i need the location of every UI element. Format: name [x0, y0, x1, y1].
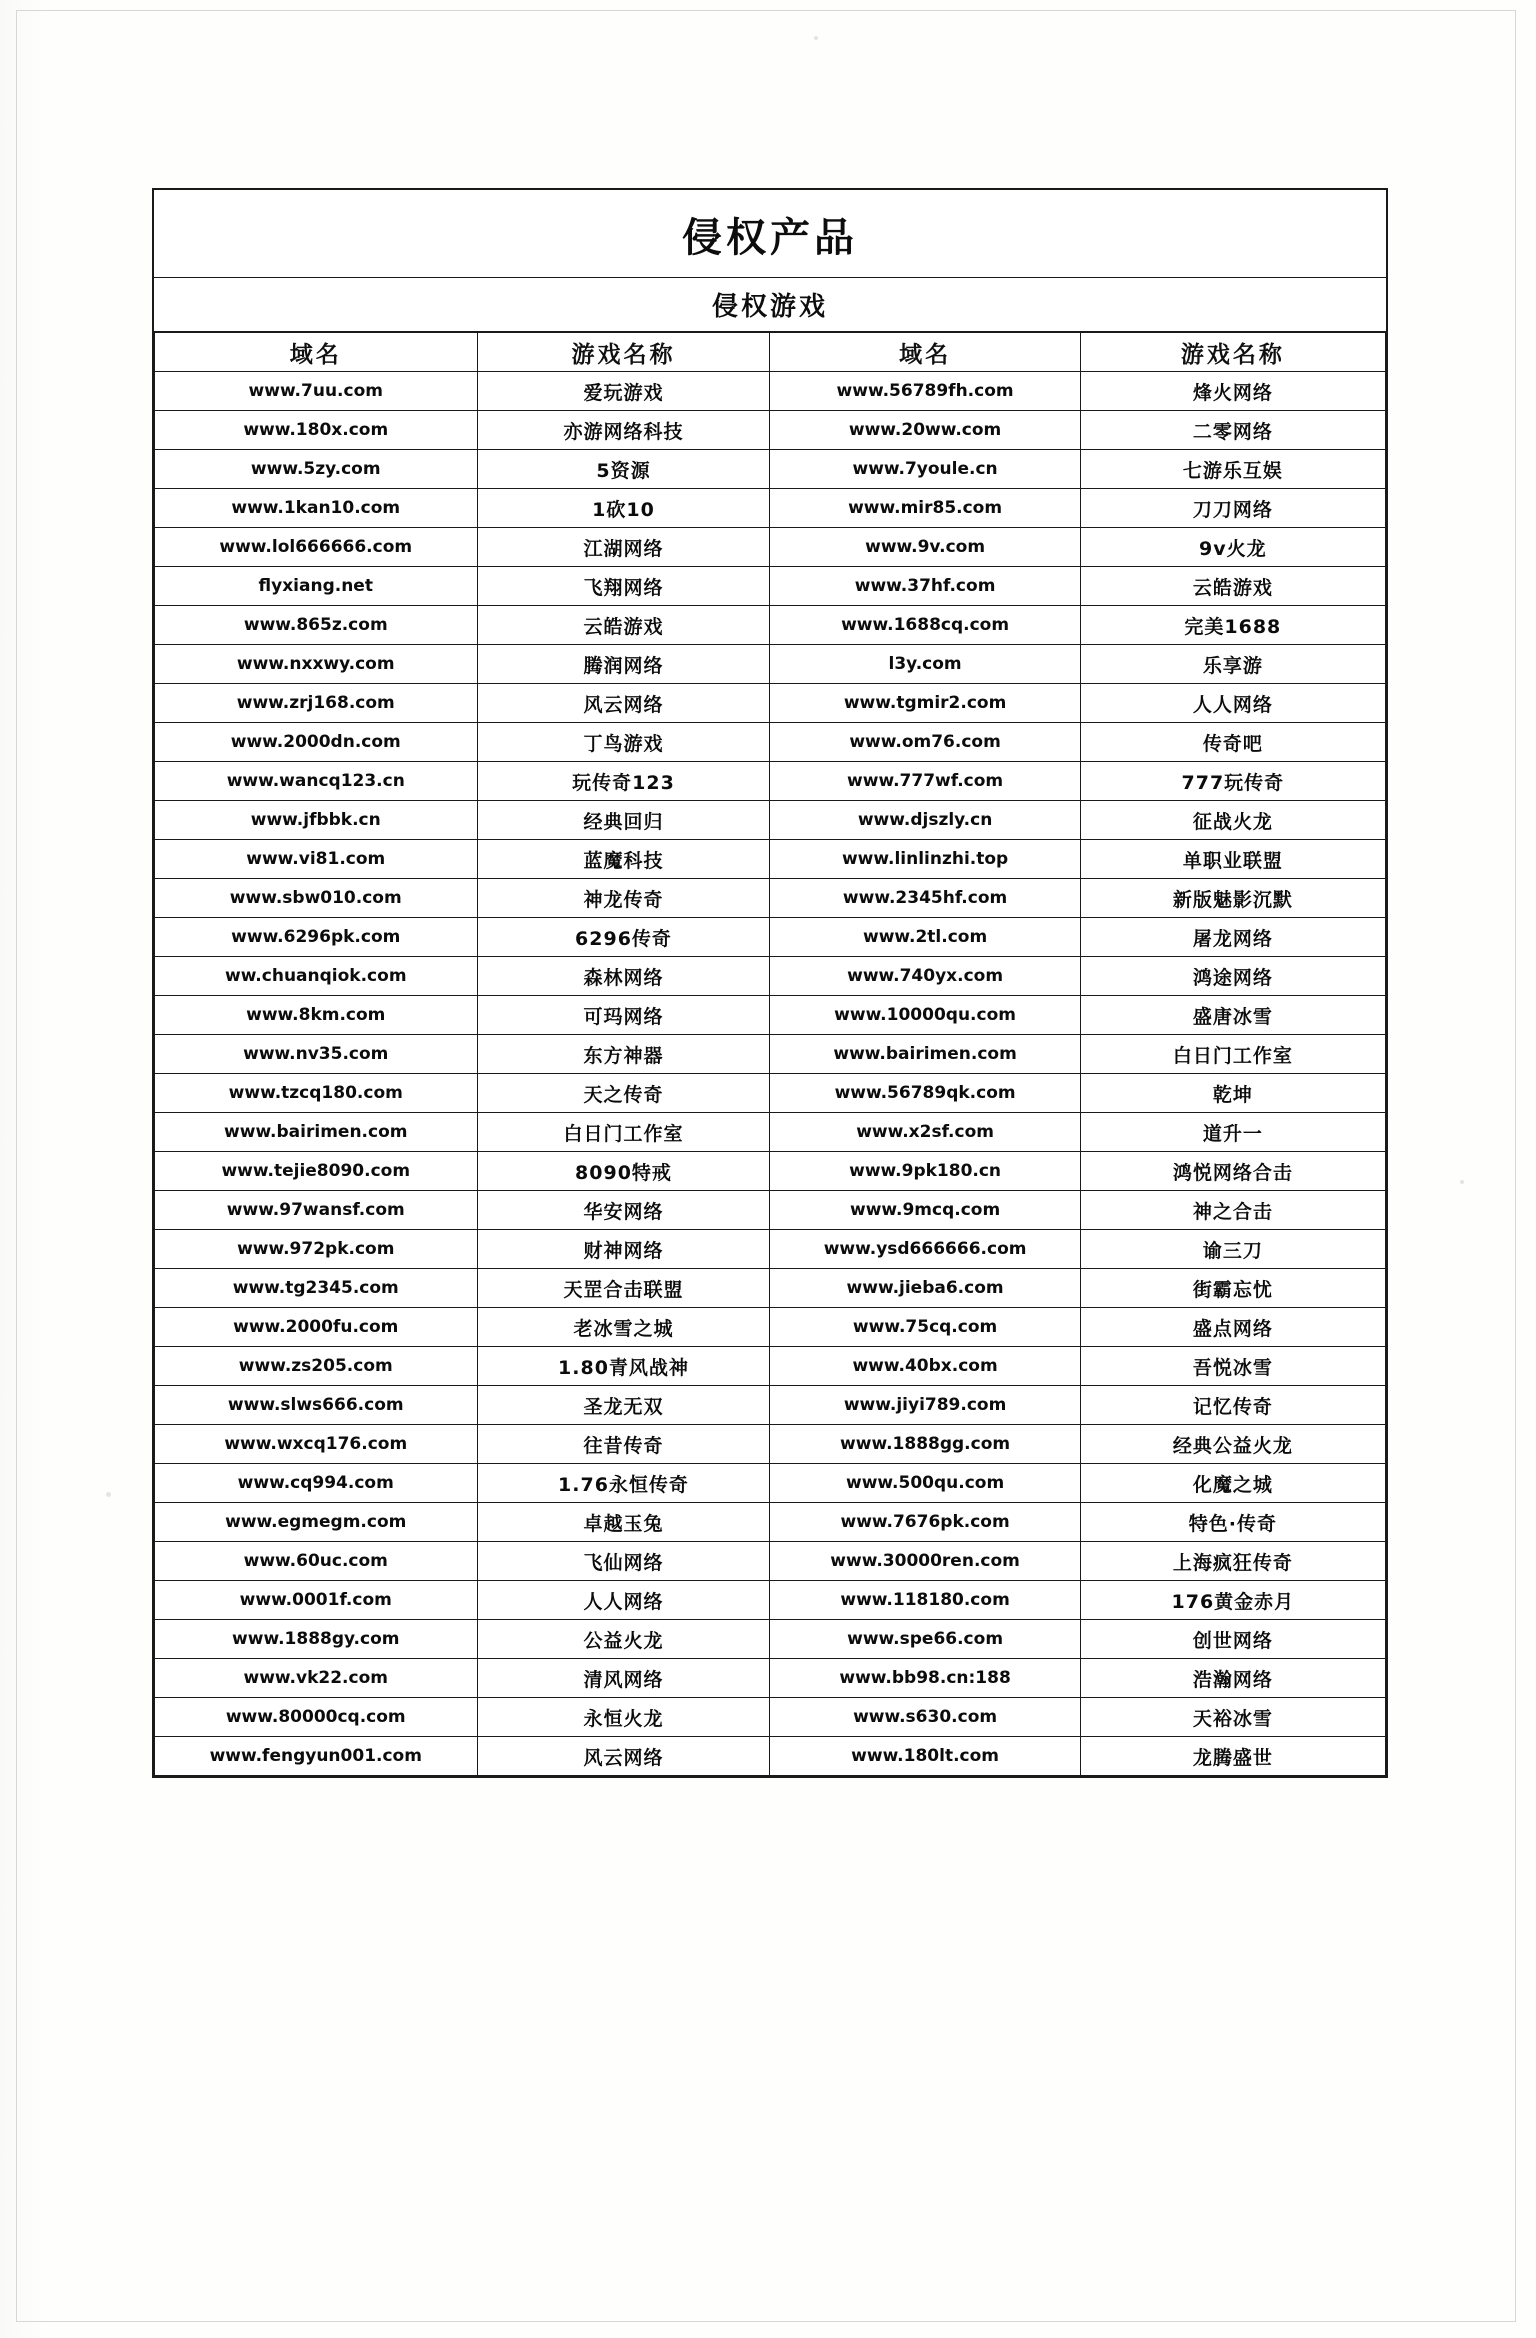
cell-domain-left: www.fengyun001.com [155, 1737, 478, 1776]
cell-game-right: 七游乐互娱 [1080, 450, 1385, 489]
cell-game-left: 丁鸟游戏 [477, 723, 770, 762]
cell-game-left: 天罡合击联盟 [477, 1269, 770, 1308]
cell-domain-left: www.tzcq180.com [155, 1074, 478, 1113]
cell-domain-right: www.linlinzhi.top [770, 840, 1080, 879]
cell-game-left: 1砍10 [477, 489, 770, 528]
cell-game-right: 经典公益火龙 [1080, 1425, 1385, 1464]
cell-domain-right: www.56789fh.com [770, 372, 1080, 411]
cell-game-right: 龙腾盛世 [1080, 1737, 1385, 1776]
table-row [155, 879, 1386, 918]
table-row [155, 1737, 1386, 1776]
cell-game-right: 记忆传奇 [1080, 1386, 1385, 1425]
cell-game-right: 街霸忘忧 [1080, 1269, 1385, 1308]
cell-domain-left: www.slws666.com [155, 1386, 478, 1425]
table-row [155, 1230, 1386, 1269]
cell-domain-right: www.10000qu.com [770, 996, 1080, 1035]
infringement-table [154, 332, 1386, 1776]
cell-game-left: 蓝魔科技 [477, 840, 770, 879]
table-row [155, 1386, 1386, 1425]
column-header-game-left: 游戏名称 [477, 333, 770, 372]
cell-game-left: 卓越玉兔 [477, 1503, 770, 1542]
cell-game-left: 圣龙无双 [477, 1386, 770, 1425]
cell-domain-left: www.8km.com [155, 996, 478, 1035]
cell-game-right: 乐享游 [1080, 645, 1385, 684]
table-row [155, 1659, 1386, 1698]
cell-domain-right: www.x2sf.com [770, 1113, 1080, 1152]
table-row [155, 1269, 1386, 1308]
cell-domain-left: www.tg2345.com [155, 1269, 478, 1308]
cell-game-left: 风云网络 [477, 684, 770, 723]
table-row [155, 957, 1386, 996]
cell-domain-right: www.7youle.cn [770, 450, 1080, 489]
cell-domain-left: flyxiang.net [155, 567, 478, 606]
table-row [155, 411, 1386, 450]
cell-domain-left: www.2000fu.com [155, 1308, 478, 1347]
cell-game-left: 经典回归 [477, 801, 770, 840]
table-row [155, 1542, 1386, 1581]
cell-domain-right: www.1888gg.com [770, 1425, 1080, 1464]
cell-game-left: 往昔传奇 [477, 1425, 770, 1464]
cell-game-right: 烽火网络 [1080, 372, 1385, 411]
cell-game-right: 上海疯狂传奇 [1080, 1542, 1385, 1581]
table-row [155, 1152, 1386, 1191]
cell-game-left: 飞仙网络 [477, 1542, 770, 1581]
cell-domain-right: www.40bx.com [770, 1347, 1080, 1386]
page-subtitle: 侵权游戏 [154, 278, 1386, 332]
cell-domain-right: www.9pk180.cn [770, 1152, 1080, 1191]
cell-domain-left: www.7uu.com [155, 372, 478, 411]
table-row [155, 1464, 1386, 1503]
table-row [155, 684, 1386, 723]
cell-game-left: 风云网络 [477, 1737, 770, 1776]
table-row [155, 996, 1386, 1035]
cell-game-left: 公益火龙 [477, 1620, 770, 1659]
cell-game-left: 财神网络 [477, 1230, 770, 1269]
cell-domain-left: www.lol666666.com [155, 528, 478, 567]
cell-domain-right: www.spe66.com [770, 1620, 1080, 1659]
cell-game-right: 化魔之城 [1080, 1464, 1385, 1503]
cell-domain-right: l3y.com [770, 645, 1080, 684]
cell-domain-left: www.80000cq.com [155, 1698, 478, 1737]
cell-game-left: 玩传奇123 [477, 762, 770, 801]
table-row [155, 1074, 1386, 1113]
table-row [155, 372, 1386, 411]
cell-domain-left: www.60uc.com [155, 1542, 478, 1581]
cell-domain-left: www.97wansf.com [155, 1191, 478, 1230]
cell-domain-right: www.bairimen.com [770, 1035, 1080, 1074]
cell-domain-right: www.7676pk.com [770, 1503, 1080, 1542]
cell-game-right: 传奇吧 [1080, 723, 1385, 762]
cell-domain-left: www.bairimen.com [155, 1113, 478, 1152]
cell-domain-left: www.nv35.com [155, 1035, 478, 1074]
cell-domain-left: ww.chuanqiok.com [155, 957, 478, 996]
table-row [155, 1698, 1386, 1737]
cell-domain-left: www.972pk.com [155, 1230, 478, 1269]
cell-game-left: 1.76永恒传奇 [477, 1464, 770, 1503]
cell-domain-right: www.2345hf.com [770, 879, 1080, 918]
cell-game-right: 征战火龙 [1080, 801, 1385, 840]
cell-domain-right: www.djszly.cn [770, 801, 1080, 840]
table-row [155, 1347, 1386, 1386]
table-row [155, 489, 1386, 528]
cell-domain-right: www.s630.com [770, 1698, 1080, 1737]
cell-domain-left: www.zs205.com [155, 1347, 478, 1386]
cell-domain-right: www.9v.com [770, 528, 1080, 567]
page-title: 侵权产品 [154, 190, 1386, 278]
cell-domain-left: www.0001f.com [155, 1581, 478, 1620]
column-header-game-right: 游戏名称 [1080, 333, 1385, 372]
table-row [155, 1035, 1386, 1074]
cell-game-right: 屠龙网络 [1080, 918, 1385, 957]
cell-game-right: 神之合击 [1080, 1191, 1385, 1230]
cell-domain-left: www.nxxwy.com [155, 645, 478, 684]
cell-game-left: 爱玩游戏 [477, 372, 770, 411]
cell-domain-right: www.37hf.com [770, 567, 1080, 606]
cell-domain-right: www.jieba6.com [770, 1269, 1080, 1308]
cell-domain-right: www.20ww.com [770, 411, 1080, 450]
cell-domain-left: www.jfbbk.cn [155, 801, 478, 840]
cell-game-left: 白日门工作室 [477, 1113, 770, 1152]
cell-game-right: 777玩传奇 [1080, 762, 1385, 801]
cell-game-left: 永恒火龙 [477, 1698, 770, 1737]
table-row [155, 1503, 1386, 1542]
table-row [155, 567, 1386, 606]
cell-game-left: 华安网络 [477, 1191, 770, 1230]
cell-game-left: 江湖网络 [477, 528, 770, 567]
cell-domain-right: www.118180.com [770, 1581, 1080, 1620]
cell-game-left: 老冰雪之城 [477, 1308, 770, 1347]
cell-game-right: 人人网络 [1080, 684, 1385, 723]
table-row [155, 1191, 1386, 1230]
cell-domain-right: www.1688cq.com [770, 606, 1080, 645]
cell-game-right: 完美1688 [1080, 606, 1385, 645]
cell-game-left: 神龙传奇 [477, 879, 770, 918]
cell-domain-left: www.865z.com [155, 606, 478, 645]
cell-domain-left: www.1kan10.com [155, 489, 478, 528]
cell-domain-right: www.bb98.cn:188 [770, 1659, 1080, 1698]
cell-game-left: 亦游网络科技 [477, 411, 770, 450]
cell-domain-right: www.2tl.com [770, 918, 1080, 957]
table-row [155, 723, 1386, 762]
cell-game-left: 东方神器 [477, 1035, 770, 1074]
table-row [155, 918, 1386, 957]
cell-game-left: 森林网络 [477, 957, 770, 996]
table-row [155, 1620, 1386, 1659]
table-row [155, 528, 1386, 567]
scan-speck [1460, 1180, 1464, 1184]
cell-domain-right: www.740yx.com [770, 957, 1080, 996]
cell-game-left: 8090特戒 [477, 1152, 770, 1191]
cell-domain-left: www.180x.com [155, 411, 478, 450]
cell-domain-left: www.egmegm.com [155, 1503, 478, 1542]
cell-domain-left: www.vi81.com [155, 840, 478, 879]
cell-domain-right: www.jiyi789.com [770, 1386, 1080, 1425]
table-row [155, 1425, 1386, 1464]
cell-game-right: 吾悦冰雪 [1080, 1347, 1385, 1386]
cell-game-right: 乾坤 [1080, 1074, 1385, 1113]
cell-game-right: 谕三刀 [1080, 1230, 1385, 1269]
cell-game-left: 云皓游戏 [477, 606, 770, 645]
cell-game-right: 二零网络 [1080, 411, 1385, 450]
column-header-domain-left: 域名 [155, 333, 478, 372]
cell-domain-left: www.2000dn.com [155, 723, 478, 762]
table-row [155, 450, 1386, 489]
scan-speck [106, 1492, 111, 1497]
cell-game-left: 清风网络 [477, 1659, 770, 1698]
cell-domain-left: www.wancq123.cn [155, 762, 478, 801]
table-row [155, 606, 1386, 645]
cell-domain-left: www.wxcq176.com [155, 1425, 478, 1464]
infringement-table-document [152, 188, 1388, 1778]
cell-game-left: 天之传奇 [477, 1074, 770, 1113]
cell-domain-left: www.1888gy.com [155, 1620, 478, 1659]
cell-game-right: 刀刀网络 [1080, 489, 1385, 528]
cell-game-right: 天裕冰雪 [1080, 1698, 1385, 1737]
cell-game-left: 可玛网络 [477, 996, 770, 1035]
cell-domain-left: www.tejie8090.com [155, 1152, 478, 1191]
cell-game-right: 白日门工作室 [1080, 1035, 1385, 1074]
cell-domain-left: www.6296pk.com [155, 918, 478, 957]
cell-domain-left: www.cq994.com [155, 1464, 478, 1503]
cell-domain-left: www.vk22.com [155, 1659, 478, 1698]
cell-game-right: 特色·传奇 [1080, 1503, 1385, 1542]
cell-game-right: 浩瀚网络 [1080, 1659, 1385, 1698]
cell-game-right: 176黄金赤月 [1080, 1581, 1385, 1620]
cell-game-right: 新版魅影沉默 [1080, 879, 1385, 918]
table-row [155, 840, 1386, 879]
cell-domain-right: www.180lt.com [770, 1737, 1080, 1776]
cell-game-left: 5资源 [477, 450, 770, 489]
scan-speck [814, 36, 818, 40]
cell-game-left: 飞翔网络 [477, 567, 770, 606]
cell-domain-right: www.mir85.com [770, 489, 1080, 528]
cell-game-right: 道升一 [1080, 1113, 1385, 1152]
cell-domain-right: www.30000ren.com [770, 1542, 1080, 1581]
cell-domain-right: www.777wf.com [770, 762, 1080, 801]
cell-game-right: 创世网络 [1080, 1620, 1385, 1659]
table-row [155, 762, 1386, 801]
cell-domain-right: www.75cq.com [770, 1308, 1080, 1347]
cell-game-right: 9v火龙 [1080, 528, 1385, 567]
cell-game-left: 6296传奇 [477, 918, 770, 957]
cell-domain-left: www.zrj168.com [155, 684, 478, 723]
cell-domain-right: www.9mcq.com [770, 1191, 1080, 1230]
cell-domain-right: www.om76.com [770, 723, 1080, 762]
table-row [155, 801, 1386, 840]
cell-domain-left: www.5zy.com [155, 450, 478, 489]
cell-domain-right: www.ysd666666.com [770, 1230, 1080, 1269]
cell-game-left: 人人网络 [477, 1581, 770, 1620]
cell-game-right: 云皓游戏 [1080, 567, 1385, 606]
table-row [155, 1113, 1386, 1152]
cell-domain-right: www.500qu.com [770, 1464, 1080, 1503]
cell-game-right: 盛唐冰雪 [1080, 996, 1385, 1035]
table-row [155, 1308, 1386, 1347]
table-header-row [155, 333, 1386, 372]
cell-game-right: 鸿悦网络合击 [1080, 1152, 1385, 1191]
table-row [155, 645, 1386, 684]
cell-game-right: 盛点网络 [1080, 1308, 1385, 1347]
column-header-domain-right: 域名 [770, 333, 1080, 372]
cell-game-right: 单职业联盟 [1080, 840, 1385, 879]
cell-game-left: 1.80青风战神 [477, 1347, 770, 1386]
cell-domain-right: www.tgmir2.com [770, 684, 1080, 723]
cell-game-left: 腾润网络 [477, 645, 770, 684]
cell-game-right: 鸿途网络 [1080, 957, 1385, 996]
table-row [155, 1581, 1386, 1620]
cell-domain-left: www.sbw010.com [155, 879, 478, 918]
cell-domain-right: www.56789qk.com [770, 1074, 1080, 1113]
